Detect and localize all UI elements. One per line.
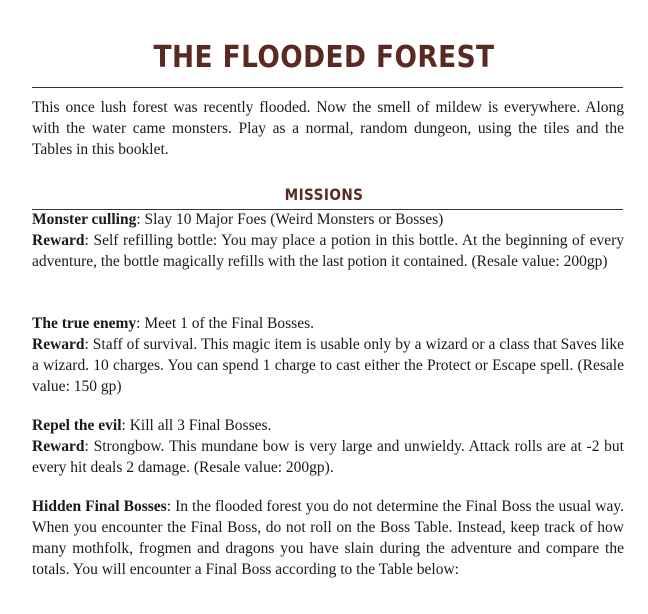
reward-label: Reward — [32, 336, 85, 353]
page-title: THE FLOODED FOREST — [153, 40, 495, 75]
mission-line — [32, 415, 624, 436]
reward-line — [32, 230, 624, 272]
title-divider — [32, 87, 623, 88]
mission-true-enemy — [32, 313, 624, 397]
hidden-bosses-text: : In the flooded forest you do not determine the Final Boss the usual way. When you encounter the Final Boss, do not roll on the Boss Table. Instead, keep track of how many mothfolk, frogmen and dragons you have slain during the adventure and compare the totals. You will encounter a Final Boss according to the Table below: — [32, 498, 624, 578]
reward-text: : Self refilling bottle: You may place a potion in this bottle. At the beginning of every adventure, the bottle magically refills with the last potion it contained. (Resale value: 200gp) — [32, 232, 624, 270]
mission-line — [32, 313, 624, 334]
hidden-bosses-label: Hidden Final Bosses — [32, 498, 167, 515]
mission-description: : Meet 1 of the Final Bosses. — [136, 315, 314, 332]
mission-description: : Kill all 3 Final Bosses. — [121, 417, 272, 434]
mission-description: : Slay 10 Major Foes (Weird Monsters or Bosses) — [136, 211, 444, 228]
reward-label: Reward — [32, 438, 85, 455]
mission-repel-evil — [32, 415, 624, 478]
mission-name: The true enemy — [32, 315, 137, 332]
reward-line — [32, 334, 624, 397]
intro-paragraph: This once lush forest was recently flooded. Now the smell of mildew is everywhere. Along with the water came monsters. Play as a normal, random dungeon, using the tiles and the Tables in this booklet. — [32, 99, 624, 158]
reward-label: Reward — [32, 232, 85, 249]
hidden-final-bosses — [32, 496, 624, 580]
reward-line — [32, 436, 624, 478]
missions-heading: MISSIONS — [284, 185, 364, 204]
mission-name: Monster culling — [32, 211, 137, 228]
mission-line — [32, 209, 624, 230]
reward-text: : Strongbow. This mundane bow is very large and unwieldy. Attack rolls are at -2 but every hit deals 2 damage. (Resale value: 200gp). — [32, 438, 624, 476]
reward-text: : Staff of survival. This magic item is usable only by a wizard or a class that Saves like a wizard. 10 charges. You can spend 1 charge to cast either the Protect or Escape spell. (Resale value: 150 gp) — [32, 336, 624, 395]
mission-monster-culling — [32, 209, 624, 272]
mission-name: Repel the evil — [32, 417, 122, 434]
